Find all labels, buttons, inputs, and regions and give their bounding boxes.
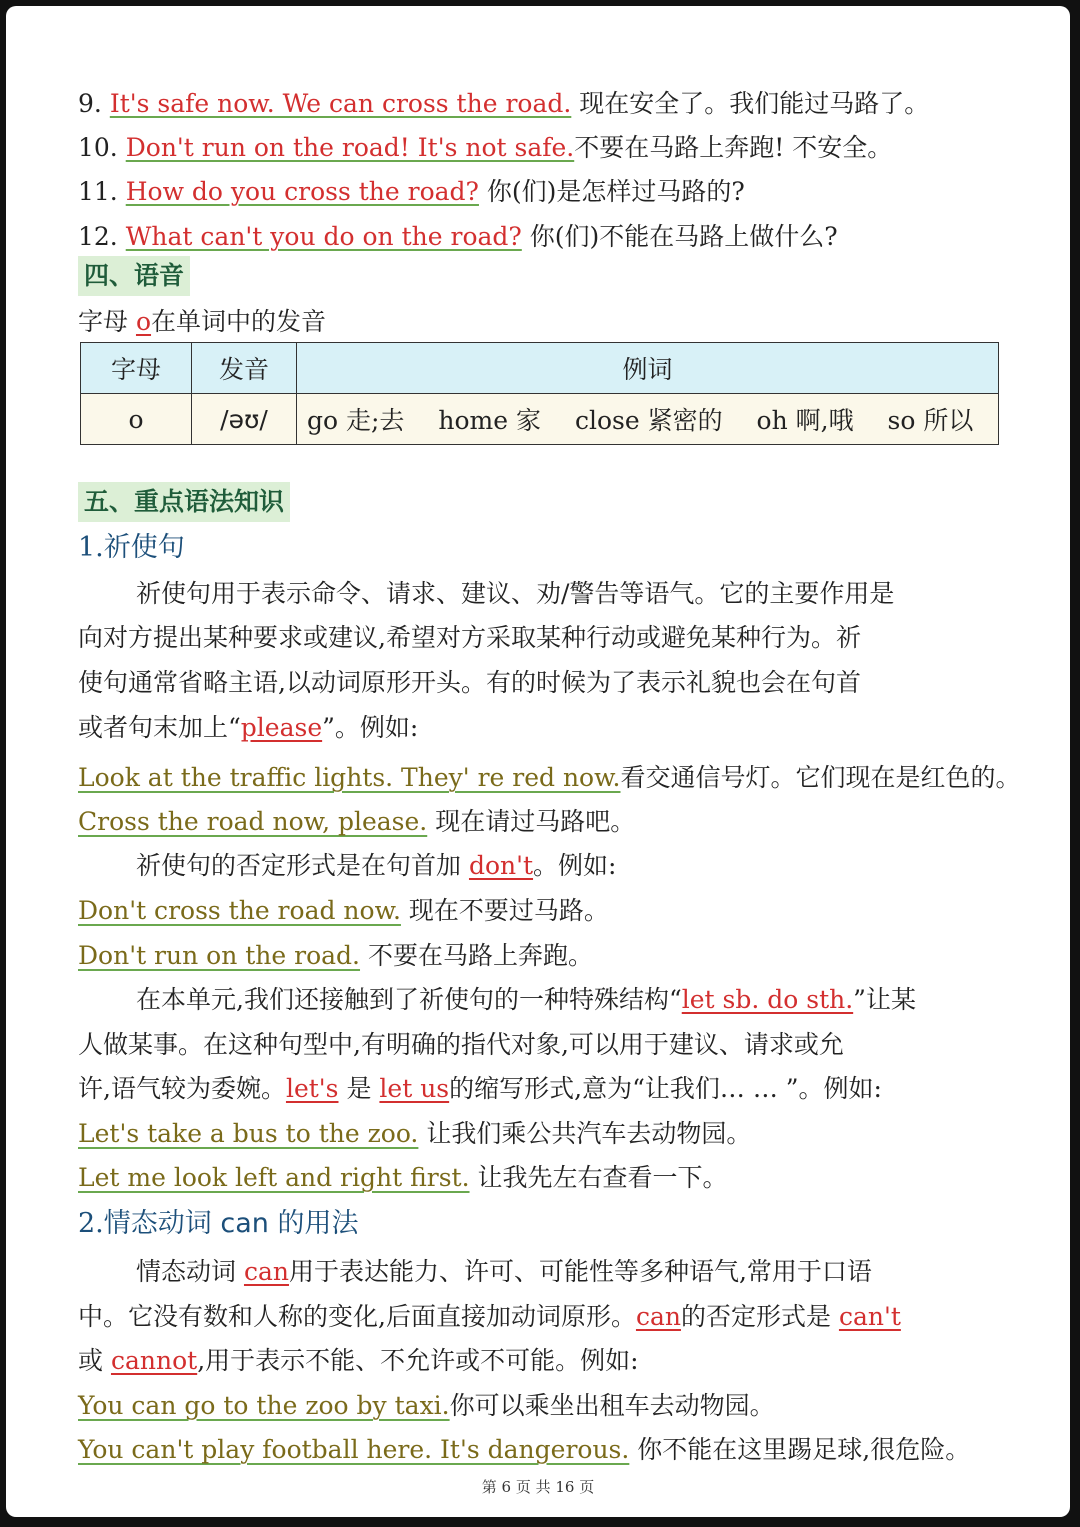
example-english: Let me look left and right first. [78, 1163, 470, 1192]
cell-letter: o [81, 394, 192, 445]
text: 许,语气较为委婉。 [78, 1074, 286, 1103]
subsection-2-title [78, 1206, 358, 1242]
paragraph-line: 使句通常省略主语,以动词原形开头。有的时候为了表示礼貌也会在句首 [78, 668, 861, 697]
sentence-english: It's safe now. We can cross the road. [109, 89, 572, 118]
text: 的否定形式是 [680, 1302, 831, 1331]
example-english: You can go to the zoo by taxi. [78, 1391, 450, 1420]
text: ,用于表示不能、不允许或不可能。例如: [197, 1346, 639, 1375]
example-english: Don't run on the road. [78, 941, 361, 970]
example-sentence [78, 1116, 751, 1152]
sentence-9 [78, 86, 929, 122]
example-sentence [78, 804, 635, 840]
text: 中。它没有数和人称的变化,后面直接加动词原形。 [78, 1302, 636, 1331]
keyword: can [635, 1302, 681, 1331]
example-chinese: 你可以乘坐出租车去动物园。 [449, 1391, 775, 1420]
example-chinese: 让我先左右查看一下。 [477, 1163, 728, 1192]
example-sentence [78, 1388, 775, 1424]
example-word: go 走;去 [307, 406, 405, 435]
example-sentence [78, 1160, 728, 1196]
text: ”让某 [853, 985, 916, 1014]
sentence-12 [78, 219, 838, 255]
sentence-english: Don't run on the road! It's not safe. [125, 133, 575, 162]
keyword: can [243, 1257, 289, 1286]
sentence-chinese: 你(们)是怎样过马路的? [486, 177, 745, 206]
sentence-chinese: 现在安全了。我们能过马路了。 [579, 89, 930, 118]
example-english: Let's take a bus to the zoo. [78, 1119, 419, 1148]
example-english: Look at the traffic lights. They' re red now. [78, 763, 621, 792]
document-page [6, 6, 1070, 1517]
example-chinese: 看交通信号灯。它们现在是红色的。 [620, 763, 1021, 792]
header-phonetic: 发音 [192, 343, 297, 394]
paragraph-line [136, 982, 916, 1018]
sentence-number: 11. [78, 177, 118, 206]
keyword: can't [838, 1302, 901, 1331]
example-word: oh 啊,哦 [756, 406, 854, 435]
example-word: close 紧密的 [574, 406, 723, 435]
sentence-chinese: 你(们)不能在马路上做什么? [529, 222, 838, 251]
intro-text: 字母 [78, 307, 129, 336]
sentence-chinese: 不要在马路上奔跑! 不安全。 [574, 133, 893, 162]
keyword: please [240, 713, 323, 742]
sentence-english: How do you cross the road? [125, 177, 479, 206]
example-chinese: 不要在马路上奔跑。 [367, 941, 593, 970]
keyword: don't [468, 851, 534, 880]
keyword: cannot [110, 1346, 198, 1375]
paragraph-line: 向对方提出某种要求或建议,希望对方采取某种行动或避免某种行为。祈 [78, 623, 861, 652]
phonics-table [80, 342, 999, 445]
table-row [81, 394, 999, 445]
text: 的缩写形式,意为“让我们… … ”。例如: [449, 1074, 882, 1103]
example-chinese: 现在请过马路吧。 [435, 807, 636, 836]
sentence-11 [78, 174, 745, 210]
sentence-number: 10. [78, 133, 118, 162]
paragraph-line [78, 1299, 901, 1335]
section-4-heading: 四、语音 [78, 256, 190, 296]
paragraph-line [136, 848, 616, 884]
paragraph-line: 人做某事。在这种句型中,有明确的指代对象,可以用于建议、请求或允 [78, 1030, 844, 1059]
example-word: home 家 [438, 406, 541, 435]
example-english: Cross the road now, please. [78, 807, 428, 836]
text: 是 [346, 1074, 372, 1103]
paragraph-line [78, 710, 418, 746]
text: 祈使句的否定形式是在句首加 [136, 851, 462, 880]
example-sentence [78, 893, 609, 929]
paragraph-line [78, 1343, 639, 1379]
example-chinese: 让我们乘公共汽车去动物园。 [426, 1119, 752, 1148]
example-english: Don't cross the road now. [78, 896, 401, 925]
title-text: 2.情态动词 [78, 1208, 212, 1239]
header-letter: 字母 [81, 343, 192, 394]
sentence-10 [78, 130, 892, 166]
keyword: let us [379, 1074, 450, 1103]
paragraph-line [136, 1254, 872, 1290]
text: 或 [78, 1346, 104, 1375]
paragraph-line: 祈使句用于表示命令、请求、建议、劝/警告等语气。它的主要作用是 [136, 579, 895, 608]
intro-text: 在单词中的发音 [151, 307, 327, 336]
example-chinese: 你不能在这里踢足球,很危险。 [637, 1435, 971, 1464]
example-sentence [78, 1432, 970, 1468]
title-text: 的用法 [277, 1208, 359, 1239]
example-sentence [78, 938, 593, 974]
text: ”。例如: [322, 713, 419, 742]
keyword: let's [285, 1074, 339, 1103]
sentence-number: 9. [78, 89, 102, 118]
title-keyword: can [220, 1208, 269, 1239]
section-5-heading: 五、重点语法知识 [78, 482, 290, 522]
cell-examples [297, 394, 999, 445]
subsection-1-title: 1.祈使句 [78, 532, 185, 563]
sentence-english: What can't you do on the road? [125, 222, 522, 251]
section-4-intro [78, 304, 326, 340]
table-header-row [81, 343, 999, 394]
example-sentence [78, 760, 1021, 796]
header-examples: 例词 [297, 343, 999, 394]
example-word: so 所以 [887, 406, 974, 435]
sentence-number: 12. [78, 222, 118, 251]
text: 情态动词 [136, 1257, 237, 1286]
paragraph-line [78, 1071, 882, 1107]
text: 用于表达能力、许可、可能性等多种语气,常用于口语 [288, 1257, 872, 1286]
example-chinese: 现在不要过马路。 [408, 896, 609, 925]
cell-phonetic: /əʊ/ [192, 394, 297, 445]
text: 在本单元,我们还接触到了祈使句的一种特殊结构“ [136, 985, 682, 1014]
intro-letter: o [135, 307, 152, 336]
page-footer: 第 6 页 共 16 页 [481, 1478, 595, 1496]
example-english: You can't play football here. It's dangerous. [78, 1435, 630, 1464]
text: 。例如: [533, 851, 617, 880]
keyword: let sb. do sth. [681, 985, 854, 1014]
text: 或者句末加上“ [78, 713, 241, 742]
